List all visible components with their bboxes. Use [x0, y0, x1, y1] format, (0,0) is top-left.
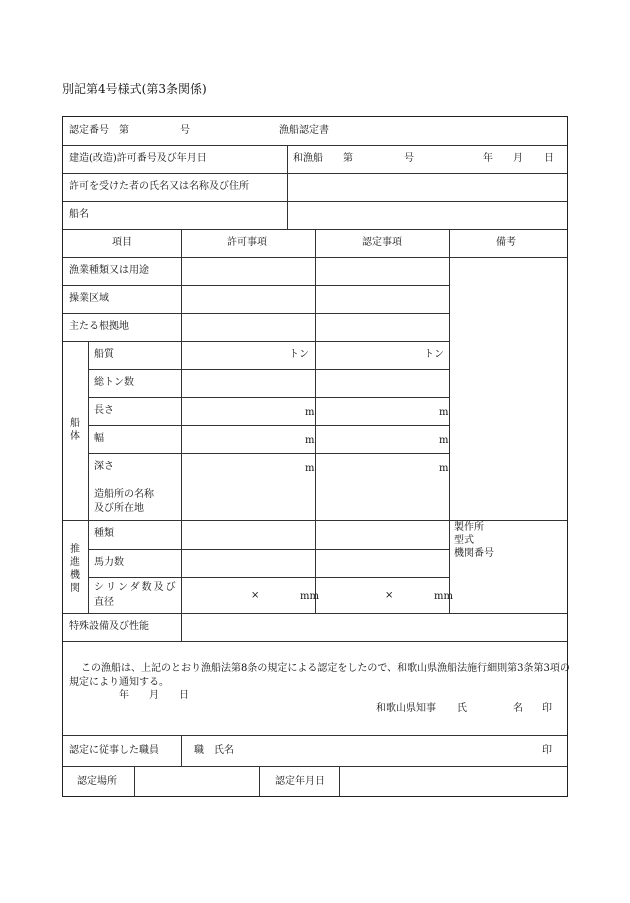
row-divider: [88, 549, 449, 550]
fishery-type-label: 漁業種類又は用途: [69, 265, 149, 276]
header-remarks: 備考: [496, 237, 516, 248]
cylinder-label-1: シリンダ数及び: [94, 582, 178, 593]
approval-date-label: 認定年月日: [275, 776, 325, 787]
m-unit: m: [439, 435, 449, 446]
header-permit: 許可事項: [227, 237, 267, 248]
build-permit-label: 建造(改造)許可番号及び年月日: [69, 153, 207, 164]
notice-line-2: 規定により通知する。: [69, 677, 169, 688]
col-divider: [181, 735, 182, 766]
m-unit: m: [305, 435, 315, 446]
approval-place-label: 認定場所: [77, 776, 117, 787]
col-divider: [88, 341, 89, 613]
hull-group-label: 船体: [70, 418, 80, 442]
col-divider: [134, 766, 135, 796]
breadth-label: 幅: [94, 433, 104, 444]
row-divider: [63, 173, 567, 174]
col-divider: [181, 229, 182, 641]
row-divider: [63, 341, 449, 342]
col-divider: [287, 145, 288, 229]
form-title: 別記第4号様式(第3条関係): [62, 82, 207, 96]
shipyard-label-2: 及び所在地: [94, 503, 144, 514]
governor-label: 和歌山県知事: [376, 703, 436, 714]
staff-label: 認定に従事した職員: [69, 745, 159, 756]
document-title: 漁船認定書: [279, 125, 329, 136]
propulsion-group-label: 推進機関: [70, 544, 80, 594]
notice-month: 月: [149, 690, 159, 701]
col-divider: [315, 229, 316, 613]
row-divider: [63, 313, 449, 314]
model-label: 型式: [454, 535, 474, 546]
cert-number-label: 認定番号 第: [69, 125, 129, 136]
governor-shi: 氏: [457, 703, 467, 714]
hull-material-label: 船質: [94, 349, 114, 360]
horsepower-label: 馬力数: [94, 557, 124, 568]
row-divider: [63, 201, 567, 202]
mm-unit: mm: [300, 591, 319, 602]
permit-day: 日: [544, 153, 554, 164]
permit-year: 年: [483, 153, 493, 164]
ton-unit: トン: [289, 349, 309, 360]
permit-go: 号: [404, 153, 414, 164]
times-sign: ×: [385, 590, 394, 601]
col-divider: [339, 766, 340, 796]
permit-month: 月: [513, 153, 523, 164]
permit-dai: 第: [343, 153, 353, 164]
row-divider: [88, 397, 449, 398]
ship-name-label: 船名: [69, 209, 89, 220]
governor-seal: 印: [542, 703, 552, 714]
permit-holder-label: 許可を受けた者の氏名又は名称及び住所: [69, 181, 249, 192]
length-label: 長さ: [94, 405, 114, 416]
notice-line-1: この漁船は、上記のとおり漁船法第8条の規定による認定をしたので、和歌山県漁船法施行細則第3条第3項の: [81, 663, 570, 674]
row-divider: [63, 285, 449, 286]
cert-number-go: 号: [180, 125, 190, 136]
row-divider: [63, 735, 567, 736]
cylinder-label-2: 直径: [94, 597, 114, 608]
wa-gyosen: 和漁船: [293, 153, 323, 164]
m-unit: m: [439, 463, 449, 474]
home-port-label: 主たる根拠地: [69, 321, 129, 332]
header-approval: 認定事項: [362, 237, 402, 248]
col-divider: [449, 229, 450, 613]
col-divider: [259, 766, 260, 796]
shipyard-label-1: 造船所の名称: [94, 489, 154, 500]
special-equipment-label: 特殊設備及び性能: [69, 621, 149, 632]
mm-unit: mm: [434, 591, 453, 602]
operation-area-label: 操業区域: [69, 293, 109, 304]
staff-seal: 印: [542, 745, 552, 756]
row-divider: [88, 577, 449, 578]
m-unit: m: [439, 407, 449, 418]
notice-year: 年: [119, 690, 129, 701]
row-divider: [88, 369, 449, 370]
m-unit: m: [305, 407, 315, 418]
row-divider: [63, 641, 567, 642]
m-unit: m: [305, 463, 315, 474]
engine-type-label: 種類: [94, 528, 114, 539]
header-item: 項目: [112, 237, 132, 248]
row-divider: [63, 145, 567, 146]
engine-number-label: 機関番号: [454, 548, 494, 559]
staff-title-name: 職 氏名: [194, 745, 234, 756]
governor-mei: 名: [513, 703, 523, 714]
maker-label: 製作所: [454, 522, 484, 533]
row-divider: [63, 766, 567, 767]
ton-unit: トン: [424, 349, 444, 360]
gross-tonnage-label: 総トン数: [94, 377, 134, 388]
row-divider: [88, 425, 449, 426]
times-sign: ×: [251, 590, 260, 601]
row-divider: [63, 613, 567, 614]
depth-label: 深さ: [94, 461, 114, 472]
certificate-form: [62, 116, 568, 797]
row-divider: [88, 453, 449, 454]
notice-day: 日: [179, 690, 189, 701]
